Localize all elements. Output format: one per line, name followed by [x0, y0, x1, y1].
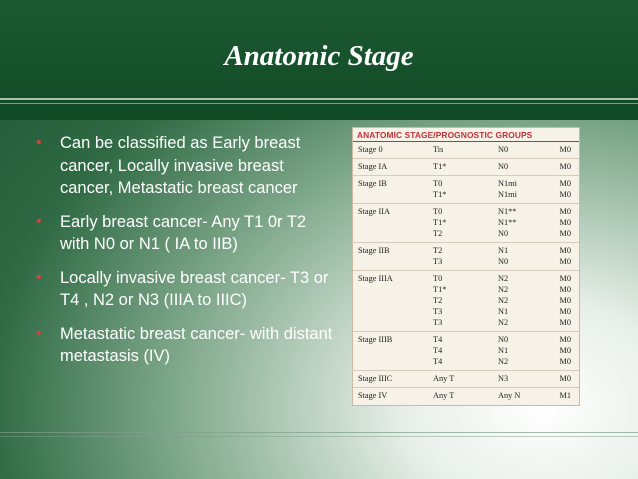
t-cell: T1* — [433, 162, 447, 171]
table-row — [353, 271, 579, 332]
t-cell: T1* — [433, 285, 447, 294]
table-row-line — [353, 306, 579, 317]
table-row-line — [353, 317, 579, 328]
t-cell: T3 — [433, 257, 443, 266]
table-row — [353, 176, 579, 204]
table-row-line — [353, 228, 579, 239]
bullet-text: Can be classified as Early breast cancer, Locally invasive breast cancer, Metastatic breast cancer — [60, 134, 301, 197]
m-cell: M0 — [559, 162, 571, 171]
n-cell: N1 — [498, 246, 509, 255]
n-cell: N1 — [498, 307, 509, 316]
n-cell: N2 — [498, 357, 509, 366]
stage-cell: Stage IV — [358, 391, 388, 400]
bullet-item — [34, 323, 334, 368]
table-row — [353, 243, 579, 271]
table-row — [353, 371, 579, 388]
bullet-dot-icon: • — [36, 134, 42, 151]
m-cell: M0 — [559, 257, 571, 266]
n-cell: N1** — [498, 207, 517, 216]
table-row-line — [353, 373, 579, 384]
t-cell: T0 — [433, 207, 443, 216]
t-cell: T0 — [433, 179, 443, 188]
stage-cell: Stage IIB — [358, 246, 390, 255]
t-cell: Any T — [433, 374, 455, 383]
table-row-line — [353, 334, 579, 345]
n-cell: Any N — [498, 391, 521, 400]
stage-cell: Stage IA — [358, 162, 388, 171]
table-row-line — [353, 144, 579, 155]
n-cell: N0 — [498, 335, 509, 344]
table-row-line — [353, 356, 579, 367]
table-row-line — [353, 295, 579, 306]
n-cell: N0 — [498, 257, 509, 266]
t-cell: T0 — [433, 274, 443, 283]
m-cell: M0 — [559, 229, 571, 238]
table-row-line — [353, 390, 579, 401]
m-cell: M1 — [559, 391, 571, 400]
t-cell: T2 — [433, 246, 443, 255]
n-cell: N2 — [498, 285, 509, 294]
n-cell: N1** — [498, 218, 517, 227]
table-row — [353, 159, 579, 176]
n-cell: N2 — [498, 318, 509, 327]
t-cell: T4 — [433, 357, 443, 366]
bullet-dot-icon: • — [36, 212, 42, 230]
bullet-dot-icon: • — [36, 268, 42, 286]
n-cell: N1mi — [498, 190, 517, 199]
stage-cell: Stage 0 — [358, 145, 383, 154]
m-cell: M0 — [559, 357, 571, 366]
stage-cell: Stage IIIC — [358, 374, 393, 383]
slide-header — [0, 0, 638, 120]
stage-cell: Stage IIIB — [358, 335, 393, 344]
n-cell: N0 — [498, 145, 509, 154]
t-cell: T4 — [433, 335, 443, 344]
m-cell: M0 — [559, 285, 571, 294]
table-body — [353, 142, 579, 404]
m-cell: M0 — [559, 296, 571, 305]
bullet-text: Locally invasive breast cancer- T3 or T4 , N2 or N3 (IIIA to IIIC) — [60, 268, 329, 309]
m-cell: M0 — [559, 246, 571, 255]
table-row-line — [353, 161, 579, 172]
stage-cell: Stage IIIA — [358, 274, 393, 283]
m-cell: M0 — [559, 190, 571, 199]
table-row — [353, 332, 579, 371]
n-cell: N1mi — [498, 179, 517, 188]
m-cell: M0 — [559, 207, 571, 216]
slide-title: Anatomic Stage — [224, 40, 414, 72]
staging-table — [352, 127, 580, 406]
table-row-line — [353, 345, 579, 356]
bullet-dot-icon: • — [36, 324, 42, 342]
bullet-list — [34, 132, 334, 379]
bullet-item — [34, 267, 334, 312]
table-row — [353, 142, 579, 159]
table-row — [353, 204, 579, 243]
m-cell: M0 — [559, 145, 571, 154]
table-row-line — [353, 217, 579, 228]
t-cell: T1* — [433, 190, 447, 199]
m-cell: M0 — [559, 374, 571, 383]
footer-divider-line-thin — [0, 436, 638, 437]
table-row-line — [353, 284, 579, 295]
n-cell: N3 — [498, 374, 509, 383]
t-cell: Any T — [433, 391, 455, 400]
t-cell: Tis — [433, 145, 444, 154]
table-row-line — [353, 178, 579, 189]
t-cell: T2 — [433, 296, 443, 305]
n-cell: N0 — [498, 162, 509, 171]
table-row-line — [353, 245, 579, 256]
table-row-line — [353, 206, 579, 217]
m-cell: M0 — [559, 274, 571, 283]
footer-divider-line — [0, 432, 638, 433]
n-cell: N2 — [498, 274, 509, 283]
m-cell: M0 — [559, 179, 571, 188]
n-cell: N2 — [498, 296, 509, 305]
m-cell: M0 — [559, 318, 571, 327]
bullet-text: Early breast cancer- Any T1 0r T2 with N0 or N1 ( IA to IIB) — [60, 212, 307, 253]
header-divider-line — [0, 98, 638, 100]
table-row-line — [353, 273, 579, 284]
table-row-line — [353, 189, 579, 200]
n-cell: N1 — [498, 346, 509, 355]
t-cell: T1* — [433, 218, 447, 227]
bullet-text: Metastatic breast cancer- with distant metastasis (IV) — [60, 324, 333, 365]
m-cell: M0 — [559, 307, 571, 316]
t-cell: T2 — [433, 229, 443, 238]
stage-cell: Stage IB — [358, 179, 387, 188]
m-cell: M0 — [559, 346, 571, 355]
n-cell: N0 — [498, 229, 509, 238]
t-cell: T4 — [433, 346, 443, 355]
t-cell: T3 — [433, 318, 443, 327]
table-row — [353, 388, 579, 404]
m-cell: M0 — [559, 218, 571, 227]
bullet-item — [34, 132, 334, 200]
m-cell: M0 — [559, 335, 571, 344]
t-cell: T3 — [433, 307, 443, 316]
table-row-line — [353, 256, 579, 267]
stage-cell: Stage IIA — [358, 207, 391, 216]
table-title: ANATOMIC STAGE/PROGNOSTIC GROUPS — [353, 128, 579, 142]
header-divider-line-thin — [0, 103, 638, 104]
bullet-item — [34, 211, 334, 256]
